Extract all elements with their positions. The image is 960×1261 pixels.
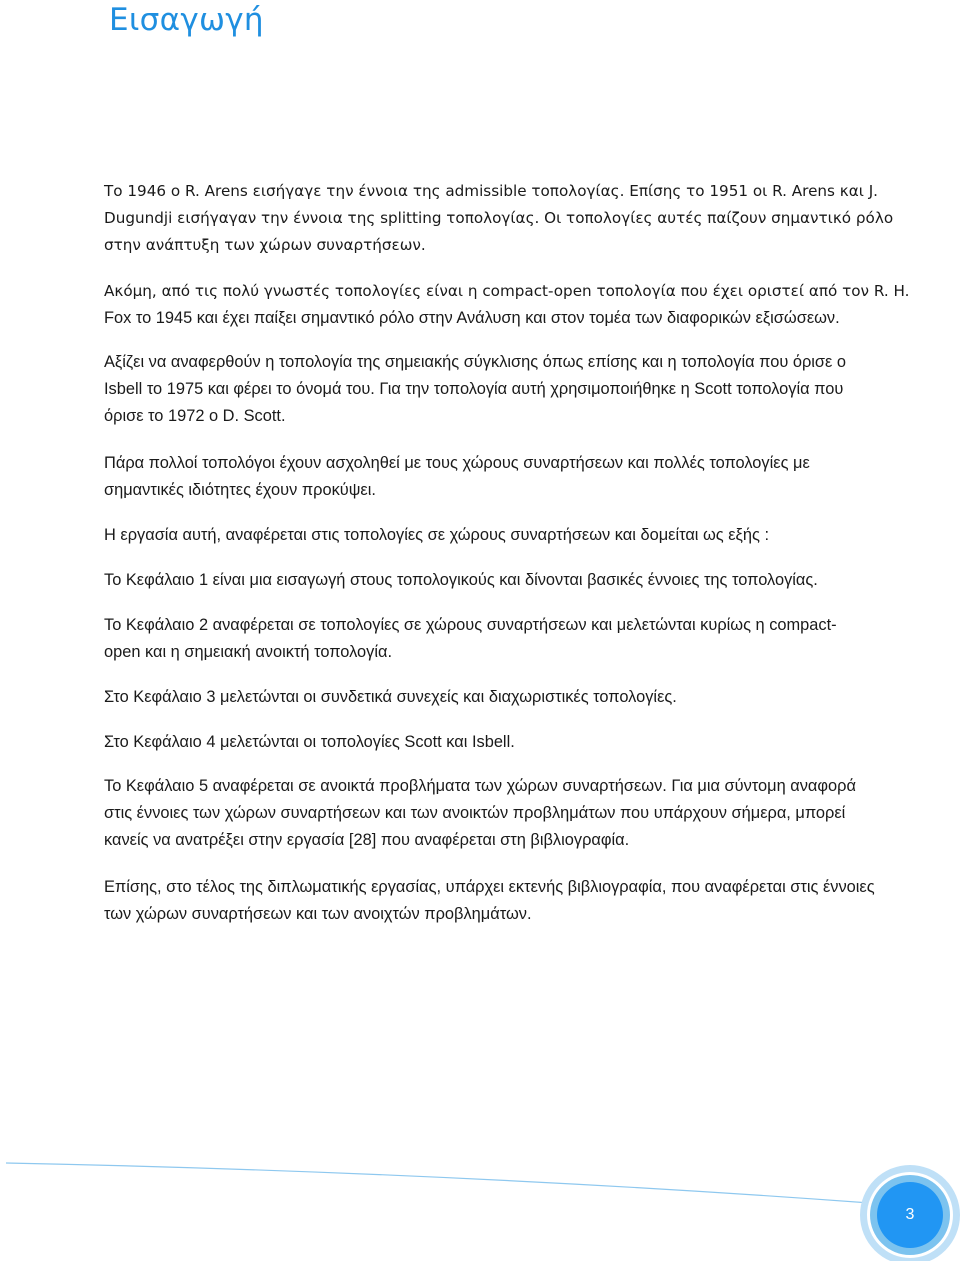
text-line: στις έννοιες των χώρων συναρτήσεων και των ανοικτών προβλημάτων που υπάρχουν σήμερα, μπορεί (104, 804, 846, 822)
text-line: σημαντικές ιδιότητες έχουν προκύψει. (104, 481, 376, 499)
page-title: Εισαγωγή (109, 2, 264, 38)
text-line: των χώρων συναρτήσεων και των ανοιχτών προβλημάτων. (104, 905, 532, 923)
text-line: Το 1946 ο R. Arens εισήγαγε την έννοια της admissible τοπολογίας. Επίσης το 1951 οι R. Arens και J. (104, 182, 879, 200)
text-line: κανείς να ανατρέξει στην εργασία [28] που αναφέρεται στη βιβλιογραφία. (104, 831, 630, 849)
text-line: Επίσης, στο τέλος της διπλωματικής εργασίας, υπάρχει εκτενής βιβλιογραφία, που αναφέρεται στις έννοιες (104, 878, 875, 896)
text-line: Isbell το 1975 και φέρει το όνομά του. Για την τοπολογία αυτή χρησιμοποιήθηκε η Scott τοπολογία που (104, 380, 844, 398)
text-line: Dugundji εισήγαγαν την έννοια της splitting τοπολογίας. Οι τοπολογίες αυτές παίζουν σημαντικό ρόλο (104, 209, 894, 227)
text-line: Η εργασία αυτή, αναφέρεται στις τοπολογίες σε χώρους συναρτήσεων και δομείται ως εξής : (104, 526, 770, 544)
text-line: Στο Κεφάλαιο 3 μελετώνται οι συνδετικά συνεχείς και διαχωριστικές τοπολογίες. (104, 688, 677, 706)
text-line: Ακόμη, από τις πολύ γνωστές τοπολογίες είναι η compact-open τοπολογία που έχει οριστεί από τον R. H. (104, 282, 910, 300)
text-line: όρισε το 1972 ο D. Scott. (104, 407, 286, 425)
text-line: Αξίζει να αναφερθούν η τοπολογία της σημειακής σύγκλισης όπως επίσης και η τοπολογία που όρισε ο (104, 353, 847, 371)
text-line: Fox το 1945 και έχει παίξει σημαντικό ρόλο στην Ανάλυση και στον τομέα των διαφορικών εξισώσεων. (104, 309, 840, 327)
page-number: 3 (905, 1206, 915, 1223)
text-line: στην ανάπτυξη των χώρων συναρτήσεων. (104, 236, 426, 254)
text-line: Το Κεφάλαιο 5 αναφέρεται σε ανοικτά προβλήματα των χώρων συναρτήσεων. Για μια σύντομη αναφορά (104, 777, 856, 795)
text-line: open και η σημειακή ανοικτή τοπολογία. (104, 643, 393, 661)
text-line: Πάρα πολλοί τοπολόγοι έχουν ασχοληθεί με τους χώρους συναρτήσεων και πολλές τοπολογίες με (104, 454, 810, 472)
text-line: Στο Κεφάλαιο 4 μελετώνται οι τοπολογίες Scott και Isbell. (104, 733, 515, 751)
text-line: Το Κεφάλαιο 2 αναφέρεται σε τοπολογίες σε χώρους συναρτήσεων και μελετώνται κυρίως η compact- (104, 616, 837, 634)
text-line: Το Κεφάλαιο 1 είναι μια εισαγωγή στους τοπολογικούς και δίνονται βασικές έννοιες της τοπολογίας. (104, 571, 818, 589)
